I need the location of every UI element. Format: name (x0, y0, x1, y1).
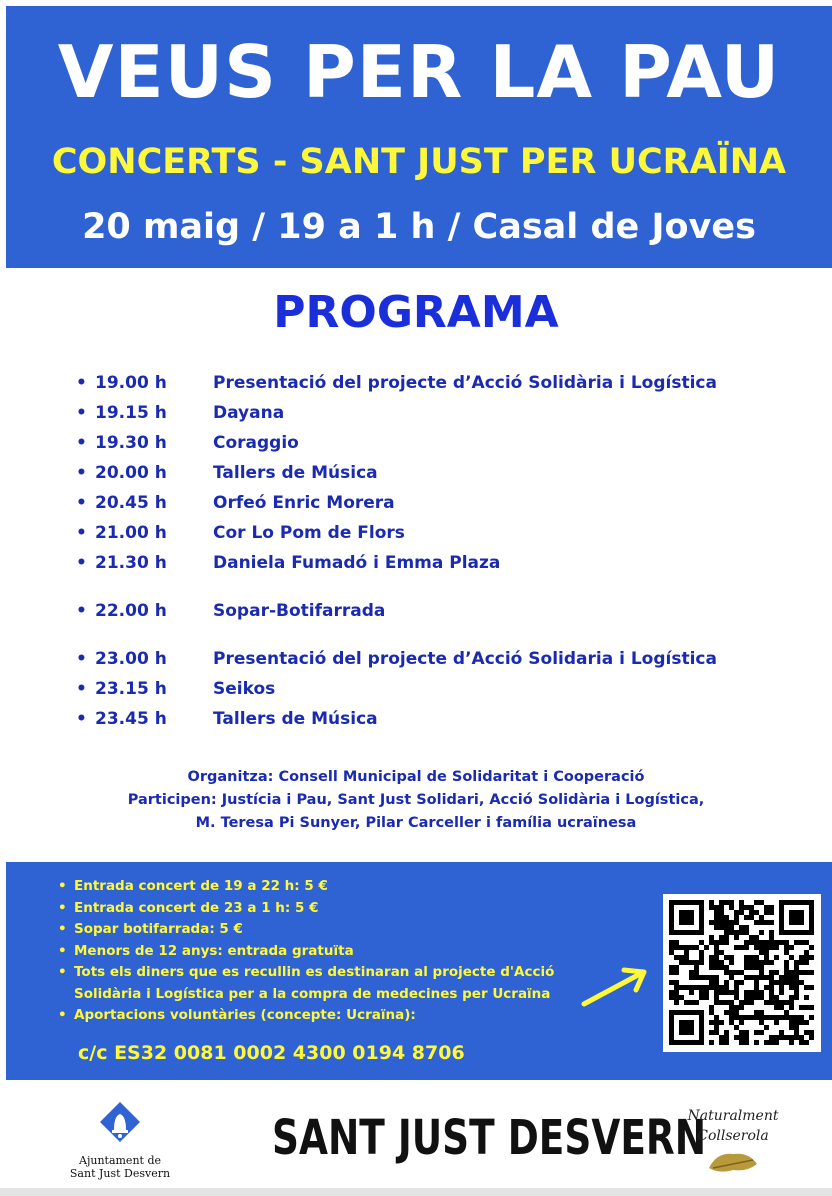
schedule-event: Sopar-Botifarrada (213, 601, 386, 621)
schedule-item (76, 398, 796, 428)
schedule-event: Dayana (213, 403, 285, 423)
bullet-icon: • (58, 878, 67, 894)
schedule-time: 19.15 h (95, 403, 167, 423)
info-item: • Aportacions voluntàries (concepte: Ucraïna): (58, 1005, 554, 1027)
bottom-rule (0, 1188, 832, 1196)
bullet-icon: • (58, 942, 67, 959)
program-heading: PROGRAMA (273, 287, 559, 338)
bullet-icon: • (76, 553, 87, 573)
participants-line-2: M. Teresa Pi Sunyer, Pilar Carceller i família ucraïnesa (195, 815, 637, 831)
bullet-icon: • (76, 433, 87, 453)
credits-block (0, 766, 832, 835)
schedule-event: Orfeó Enric Morera (213, 493, 395, 513)
info-item: • Entrada concert de 23 a 1 h: 5 € (58, 898, 554, 920)
qr-code-frame[interactable] (663, 894, 821, 1052)
schedule-event: Daniela Fumadó i Emma Plaza (213, 553, 501, 573)
qr-code-icon (663, 894, 821, 1052)
schedule-item (76, 596, 796, 626)
schedule-item (76, 518, 796, 548)
bullet-icon: • (76, 463, 87, 483)
info-item: • Tots els diners que es recullin es destinaran al projecte d'Acció (58, 962, 554, 984)
schedule-item (76, 704, 796, 734)
bullet-icon: • (76, 679, 87, 699)
organizer-line: Organitza: Consell Municipal de Solidaritat i Cooperació (187, 769, 645, 785)
schedule-time: 21.30 h (95, 553, 167, 573)
schedule-time: 22.00 h (95, 601, 167, 621)
participants-line: Participen: Justícia i Pau, Sant Just Solidari, Acció Solidària i Logística, (127, 792, 705, 808)
event-title: VEUS PER LA PAU (57, 30, 781, 114)
ajuntament-logo (60, 1100, 180, 1180)
org-name-line1: Ajuntament de (79, 1154, 161, 1167)
schedule-item (76, 458, 796, 488)
schedule-item (76, 674, 796, 704)
bell-logo-icon (98, 1100, 142, 1144)
header-band (6, 6, 832, 268)
brand-line2: Collserola (697, 1128, 769, 1144)
bullet-icon: • (76, 601, 87, 621)
bullet-icon: • (76, 403, 87, 423)
schedule-event: Seikos (213, 679, 276, 699)
bullet-icon: • (58, 899, 67, 916)
schedule-time: 21.00 h (95, 523, 167, 543)
info-item: • Sopar botifarrada: 5 € (58, 919, 554, 941)
info-item: • Entrada concert de 19 a 22 h: 5 € (58, 876, 554, 898)
arrow-icon (580, 962, 652, 1010)
schedule-time: 23.00 h (95, 649, 167, 669)
schedule-item (76, 644, 796, 674)
schedule-event: Tallers de Música (213, 463, 378, 483)
town-name: SANT JUST DESVERN (272, 1110, 707, 1166)
price-info-list (58, 876, 554, 1027)
schedule-item (76, 428, 796, 458)
schedule-item (76, 548, 796, 578)
info-item: • Menors de 12 anys: entrada gratuïta (58, 941, 554, 963)
bullet-icon: • (58, 964, 67, 980)
schedule-time: 19.00 h (95, 373, 167, 393)
bullet-icon: • (76, 373, 87, 393)
event-dateline: 20 maig / 19 a 1 h / Casal de Joves (82, 207, 756, 247)
program-schedule (76, 368, 796, 734)
schedule-item (76, 368, 796, 398)
bullet-icon: • (76, 493, 87, 513)
bullet-icon: • (58, 921, 67, 937)
schedule-event: Tallers de Música (213, 709, 378, 729)
org-name-line2: Sant Just Desvern (69, 1167, 171, 1180)
event-subtitle: CONCERTS - SANT JUST PER UCRAÏNA (51, 142, 787, 182)
bank-account: c/c ES32 0081 0002 4300 0194 8706 (78, 1042, 465, 1064)
schedule-time: 23.15 h (95, 679, 167, 699)
schedule-time: 23.45 h (95, 709, 167, 729)
info-item-continuation: Solidària i Logística per a la compra de medecines per Ucraïna (74, 985, 551, 1002)
schedule-event: Presentació del projecte d’Acció Solidaria i Logística (213, 649, 717, 669)
bullet-icon: • (58, 1007, 67, 1023)
schedule-event: Cor Lo Pom de Flors (213, 523, 405, 543)
brand-line1: Naturalment (687, 1108, 779, 1124)
schedule-time: 19.30 h (95, 433, 167, 453)
schedule-item (76, 488, 796, 518)
bullet-icon: • (76, 649, 87, 669)
bullet-icon: • (76, 523, 87, 543)
oak-leaf-icon (703, 1146, 763, 1176)
schedule-time: 20.00 h (95, 463, 167, 483)
schedule-time: 20.45 h (95, 493, 167, 513)
schedule-event: Coraggio (213, 433, 299, 453)
bullet-icon: • (76, 709, 87, 729)
collserola-logo (668, 1106, 798, 1182)
schedule-event: Presentació del projecte d’Acció Solidària i Logística (213, 373, 717, 393)
